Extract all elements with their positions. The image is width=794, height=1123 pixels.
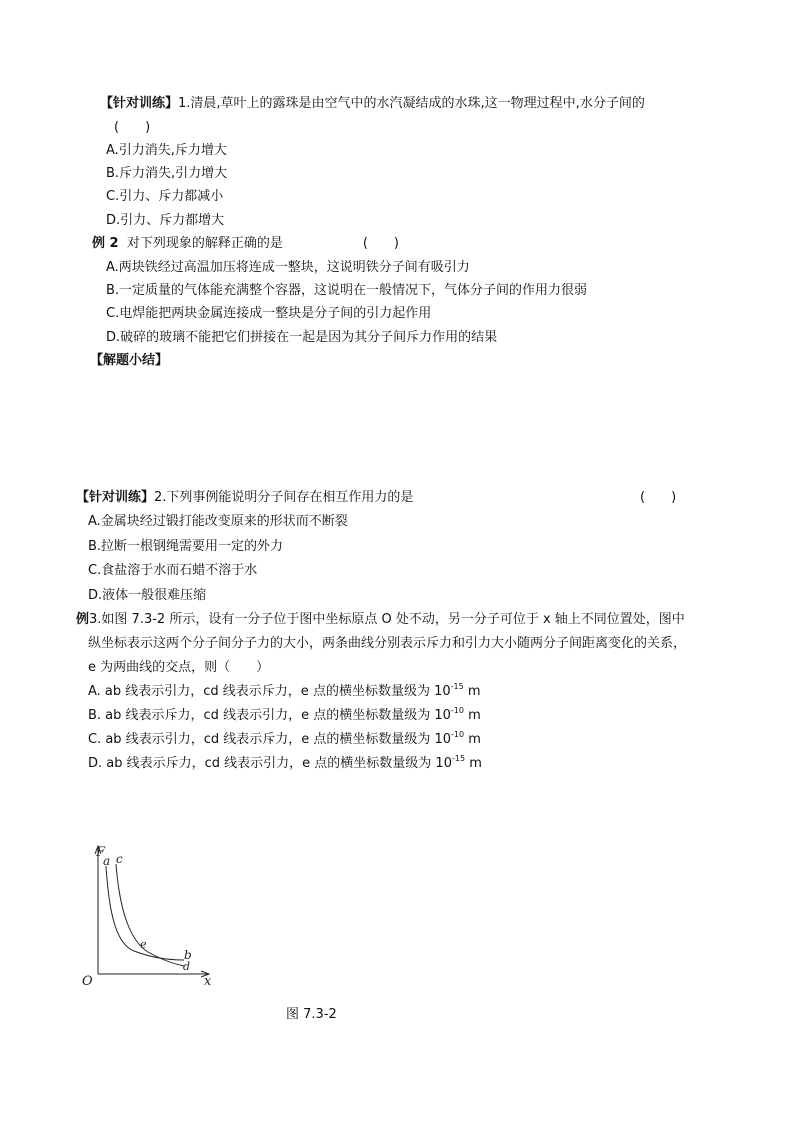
force-distance-graph — [76, 838, 226, 988]
training-2-blank: ( ) — [640, 490, 677, 505]
example-2-option-c: C.电焊能把两块金属连接成一整块是分子间的引力起作用 — [106, 306, 432, 321]
curve-label-d: d — [183, 960, 191, 973]
example-2-option-d: D.破碎的玻璃不能把它们拼接在一起是因为其分子间斥力作用的结果 — [106, 330, 498, 345]
example-2-option-b: B.一定质量的气体能充满整个容器，这说明在一般情况下，气体分子间的作用力很弱 — [106, 283, 588, 298]
example-3-label: 例 — [76, 612, 90, 627]
training-1-heading: 【针对训练】 — [100, 96, 179, 111]
solution-summary-heading: 【解题小结】 — [90, 353, 169, 368]
training-2-option-d: D.液体一般很难压缩 — [88, 588, 207, 603]
training-1-option-b: B.斥力消失,引力增大 — [106, 166, 228, 181]
curve-label-e: e — [140, 938, 147, 951]
training-2-line — [76, 490, 413, 506]
curve-label-c: c — [116, 852, 123, 866]
x-axis-label: x — [204, 974, 212, 988]
training-1-option-d: D.引力、斥力都增大 — [106, 213, 225, 228]
curve-cd — [116, 864, 184, 966]
example-3-option-c: C. ab 线表示引力，cd 线表示斥力，e 点的横坐标数量级为 $10^{-10}$ m — [88, 730, 481, 747]
example-2-option-a: A.两块铁经过高温加压将连成一整块，这说明铁分子间有吸引力 — [106, 260, 470, 275]
curve-label-a: a — [103, 854, 111, 868]
example-3-line-1 — [76, 612, 685, 628]
training-2-option-c: C.食盐溶于水而石蜡不溶于水 — [88, 563, 258, 578]
training-1-option-a: A.引力消失,斥力增大 — [106, 143, 227, 158]
training-1-question: 1.清晨,草叶上的露珠是由空气中的水汽凝结成的水珠,这一物理过程中,水分子间的 — [178, 96, 645, 111]
example-2-blank: ( ) — [362, 236, 400, 251]
example-3-option-b: B. ab 线表示斥力，cd 线表示引力，e 点的横坐标数量级为 $10^{-10}$ m — [88, 706, 481, 723]
example-2-question: 对下列现象的解释正确的是 — [126, 236, 283, 251]
example-3-line-3: e 为两曲线的交点，则（ ） — [88, 660, 270, 675]
origin-label: O — [82, 974, 93, 988]
training-1-option-c: C.引力、斥力都减小 — [106, 189, 224, 204]
example-3-option-d: D. ab 线表示斥力，cd 线表示引力，e 点的横坐标数量级为 $10^{-15}$ m — [88, 754, 482, 771]
y-axis-label: F — [96, 845, 106, 860]
training-1-line — [100, 96, 645, 112]
figure-caption: 图 7.3-2 — [286, 1007, 337, 1022]
example-3-text-1: 3.如图 7.3-2 所示，设有一分子位于图中坐标原点 O 处不动，另一分子可位于 x 轴上不同位置处，图中 — [89, 612, 685, 627]
training-2-question: 2.下列事例能说明分子间存在相互作用力的是 — [154, 490, 414, 505]
example-2-label: 例 2 — [92, 236, 119, 251]
training-2-option-a: A.金属块经过锻打能改变原来的形状而不断裂 — [88, 514, 348, 529]
curve-label-b: b — [184, 948, 192, 962]
example-2-line — [92, 236, 399, 252]
example-3-line-2: 纵坐标表示这两个分子间分子力的大小，两条曲线分别表示斥力和引力大小随两分子间距离变化的关系， — [88, 636, 687, 651]
training-2-heading: 【针对训练】 — [76, 490, 155, 505]
training-1-blank: ( ) — [114, 120, 151, 135]
training-2-option-b: B.拉断一根钢绳需要用一定的外力 — [88, 539, 284, 554]
example-3-option-a: A. ab 线表示引力，cd 线表示斥力，e 点的横坐标数量级为 $10^{-15}$ m — [88, 682, 481, 699]
